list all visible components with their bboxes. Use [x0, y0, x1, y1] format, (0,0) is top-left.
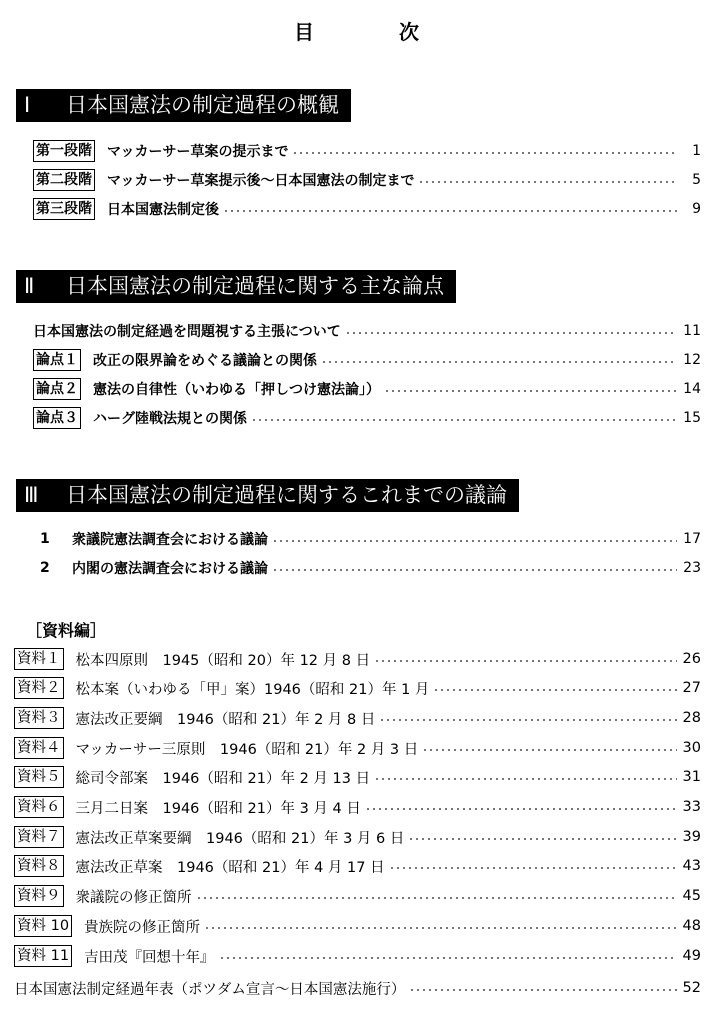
- material-tag: 資料１: [14, 648, 64, 670]
- dot-leader: [251, 419, 677, 421]
- page-number: 43: [682, 858, 701, 874]
- title-char-2: 次: [399, 20, 419, 44]
- material-tag: 資料２: [14, 677, 64, 699]
- page-number: 27: [682, 680, 701, 696]
- entry-text: 衆議院の修正箇所: [75, 889, 192, 906]
- dot-leader: [379, 719, 677, 721]
- entry-text: マッカーサー三原則 1946（昭和 21）年 2 月 3 日: [75, 741, 419, 758]
- dot-leader: [384, 390, 677, 392]
- material-tag: 資料 11: [14, 945, 72, 967]
- page-number: 11: [683, 323, 701, 339]
- dot-leader: [365, 808, 677, 810]
- issue-tag: 論点２: [33, 378, 81, 400]
- toc-entry[interactable]: [33, 169, 701, 191]
- entry-text: マッカーサー草案提示後～日本国憲法の制定まで: [107, 173, 415, 189]
- page-number: 15: [683, 410, 701, 426]
- dot-leader: [272, 569, 677, 571]
- entry-text: 三月二日案 1946（昭和 21）年 3 月 4 日: [75, 800, 361, 817]
- stage-tag: 第三段階: [33, 198, 95, 220]
- entry-text: 松本案（いわゆる「甲」案）1946（昭和 21）年 1 月: [75, 681, 430, 698]
- page-number: 9: [692, 201, 701, 217]
- page-number: 12: [683, 352, 701, 368]
- issue-tag: 論点１: [33, 349, 81, 371]
- toc-entry[interactable]: [33, 198, 701, 220]
- dot-leader: [272, 540, 677, 542]
- entry-text: 憲法改正草案要綱 1946（昭和 21）年 3 月 6 日: [75, 830, 405, 847]
- page-number: 49: [682, 948, 701, 964]
- toc-entry[interactable]: [33, 140, 701, 162]
- toc-entry[interactable]: [14, 737, 701, 759]
- section-number: Ⅰ: [24, 93, 31, 117]
- dot-leader: [204, 927, 677, 929]
- material-tag: 資料６: [14, 796, 64, 818]
- page-number: 30: [682, 740, 701, 756]
- toc-entry[interactable]: [33, 378, 701, 400]
- stage-tag: 第一段階: [33, 140, 95, 162]
- stage-tag: 第二段階: [33, 169, 95, 191]
- dot-leader: [433, 689, 677, 691]
- toc-entry[interactable]: [14, 855, 701, 877]
- section-number: Ⅱ: [24, 274, 35, 298]
- dot-leader: [409, 989, 677, 991]
- issue-tag: 論点３: [33, 407, 81, 429]
- dot-leader: [408, 838, 677, 840]
- dot-leader: [223, 210, 677, 212]
- page-title: [0, 16, 723, 46]
- entry-text: 吉田茂『回想十年』: [84, 949, 215, 966]
- dot-leader: [196, 897, 678, 899]
- entry-text: 内閣の憲法調査会における議論: [72, 561, 268, 577]
- entry-text: ハーグ陸戦法規との関係: [93, 411, 247, 427]
- entry-text: 日本国憲法制定経過年表（ポツダム宣言～日本国憲法施行）: [14, 981, 406, 998]
- dot-leader: [422, 749, 677, 751]
- toc-entry[interactable]: [14, 707, 701, 729]
- page-number: 17: [683, 531, 701, 547]
- page-number: 45: [682, 888, 701, 904]
- entry-text: 憲法改正要綱 1946（昭和 21）年 2 月 8 日: [75, 711, 376, 728]
- dot-leader: [389, 867, 677, 869]
- toc-entry[interactable]: [33, 407, 701, 429]
- page-number: 31: [682, 769, 701, 785]
- section-heading-1: [16, 89, 351, 122]
- toc-entry[interactable]: [14, 766, 701, 788]
- section-title: 日本国憲法の制定過程に関するこれまでの議論: [66, 483, 507, 507]
- dot-leader: [418, 181, 677, 183]
- section-title: 日本国憲法の制定過程の概観: [66, 93, 339, 117]
- material-tag: 資料５: [14, 766, 64, 788]
- dot-leader: [374, 778, 677, 780]
- dot-leader: [345, 332, 677, 334]
- entry-text: 衆議院憲法調査会における議論: [72, 532, 268, 548]
- toc-entry[interactable]: [40, 557, 701, 579]
- dot-leader: [219, 957, 677, 959]
- entry-text: 日本国憲法の制定経過を問題視する主張について: [33, 324, 341, 340]
- entry-number: 2: [40, 560, 50, 576]
- page-number: 52: [682, 980, 701, 996]
- toc-entry[interactable]: [14, 677, 701, 699]
- toc-entry[interactable]: [14, 826, 701, 848]
- page-number: 33: [682, 799, 701, 815]
- material-tag: 資料８: [14, 855, 64, 877]
- entry-text: 貴族院の修正箇所: [84, 919, 201, 936]
- section-number: Ⅲ: [24, 483, 39, 507]
- materials-heading: ［資料編］: [26, 621, 107, 640]
- material-tag: 資料３: [14, 707, 64, 729]
- section-heading-2: [16, 270, 456, 303]
- toc-entry[interactable]: [14, 977, 701, 999]
- dot-leader: [374, 660, 677, 662]
- entry-text: 憲法の自律性（いわゆる「押しつけ憲法論」）: [93, 382, 380, 398]
- page-number: 48: [682, 918, 701, 934]
- entry-text: 松本四原則 1945（昭和 20）年 12 月 8 日: [75, 652, 371, 669]
- dot-leader: [321, 361, 677, 363]
- dot-leader: [292, 152, 677, 154]
- entry-text: 改正の限界論をめぐる議論との関係: [93, 353, 317, 369]
- page-number: 14: [683, 381, 701, 397]
- toc-entry[interactable]: [33, 349, 701, 371]
- page-number: 23: [683, 560, 701, 576]
- page-number: 28: [682, 710, 701, 726]
- entry-text: 日本国憲法制定後: [107, 202, 219, 218]
- toc-entry[interactable]: [14, 945, 701, 967]
- page-number: 26: [682, 651, 701, 667]
- page-number: 1: [692, 143, 701, 159]
- page-number: 39: [682, 829, 701, 845]
- material-tag: 資料９: [14, 885, 64, 907]
- material-tag: 資料４: [14, 737, 64, 759]
- entry-text: 総司令部案 1946（昭和 21）年 2 月 13 日: [75, 770, 371, 787]
- material-tag: 資料 10: [14, 915, 72, 937]
- toc-entry[interactable]: [40, 528, 701, 550]
- entry-text: 憲法改正草案 1946（昭和 21）年 4 月 17 日: [75, 859, 385, 876]
- section-title: 日本国憲法の制定過程に関する主な論点: [66, 274, 444, 298]
- page-number: 5: [692, 172, 701, 188]
- toc-entry[interactable]: [14, 648, 701, 670]
- entry-text: マッカーサー草案の提示まで: [107, 144, 289, 160]
- toc-entry[interactable]: [14, 796, 701, 818]
- toc-entry[interactable]: [14, 885, 701, 907]
- toc-entry[interactable]: [33, 320, 701, 342]
- title-char-1: 目: [294, 20, 314, 44]
- material-tag: 資料７: [14, 826, 64, 848]
- toc-entry[interactable]: [14, 915, 701, 937]
- section-heading-3: [16, 479, 519, 512]
- entry-number: 1: [40, 531, 50, 547]
